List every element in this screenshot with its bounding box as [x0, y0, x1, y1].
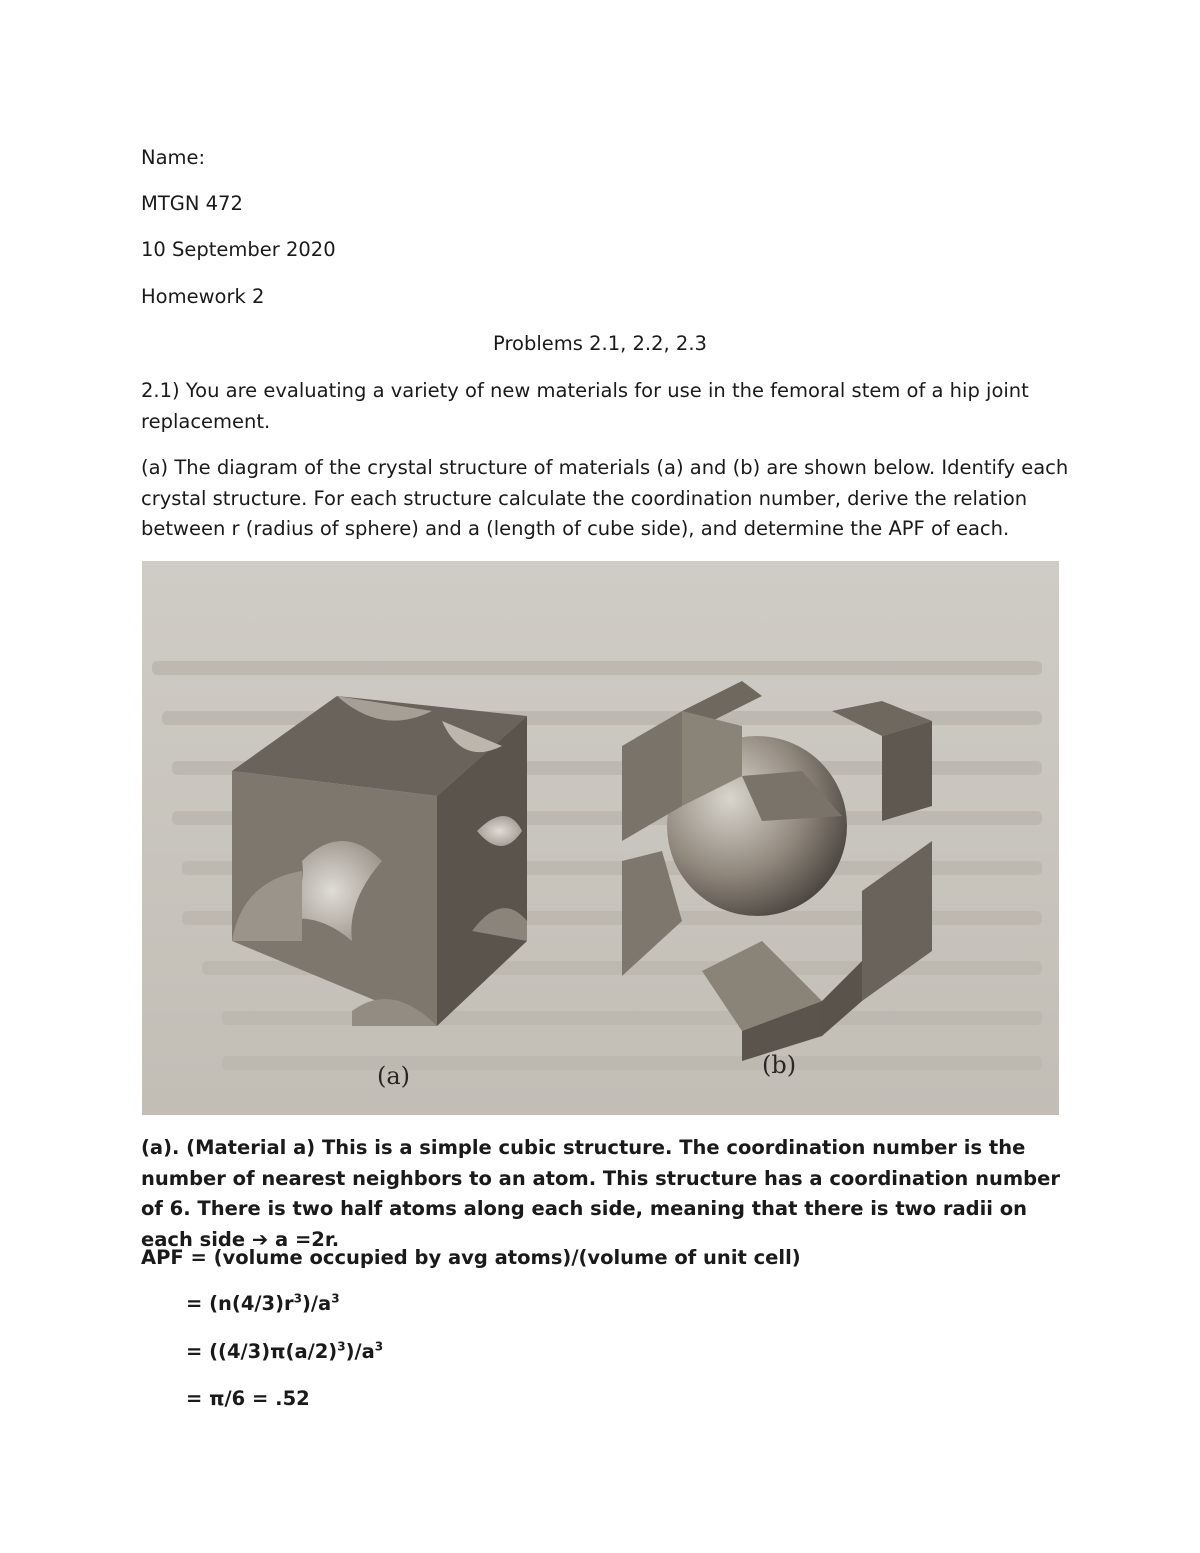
- problem-part-a: (a) The diagram of the crystal structure of materials (a) and (b) are shown below. Identify each crystal structure. For each structure calculate the coordination number, derive the relation between r (radius of sphere) and a (length of cube side), and determine the APF of each.: [141, 456, 1069, 540]
- apf-step-1-exp-1: 3: [293, 1291, 302, 1306]
- crystal-structure-photo: [142, 561, 1059, 1115]
- problem-intro: 2.1) You are evaluating a variety of new materials for use in the femoral stem of a hip joint replacement.: [141, 379, 1029, 433]
- figure-label-a: (a): [377, 1062, 411, 1090]
- apf-step-2-exp-2: 3: [374, 1339, 384, 1354]
- name-label: Name:: [141, 146, 206, 169]
- answer-a: [141, 1133, 1071, 1255]
- crystal-structure-figure: [142, 561, 1059, 1115]
- apf-step-1-exp-2: 3: [331, 1291, 340, 1306]
- figure-label-b: (b): [762, 1051, 797, 1079]
- date: 10 September 2020: [141, 238, 336, 261]
- course-code: MTGN 472: [141, 192, 243, 215]
- assignment-title: Homework 2: [141, 285, 265, 308]
- apf-step-2-exp-1: 3: [337, 1339, 346, 1354]
- apf-step-3: = π/6 = .52: [186, 1387, 310, 1410]
- implies-arrow-icon: ➔: [251, 1227, 269, 1251]
- problems-title: Problems 2.1, 2.2, 2.3: [493, 332, 707, 355]
- apf-step-1: [186, 1292, 340, 1316]
- answer-a-text: (a). (Material a) This is a simple cubic structure. The coordination number is the number of nearest neighbors to an atom. This structure has a coordination number of 6. There is two half atoms along each side, meaning that there is two radii on each side: [141, 1136, 1060, 1251]
- apf-step-1-part-a: = (n(4/3)r: [186, 1292, 294, 1315]
- apf-definition: APF = (volume occupied by avg atoms)/(volume of unit cell): [141, 1246, 801, 1269]
- answer-a-relation: a =2r.: [268, 1227, 340, 1251]
- apf-step-2: [186, 1340, 383, 1364]
- apf-step-2-part-a: = ((4/3)π(a/2): [186, 1340, 338, 1363]
- apf-step-1-part-b: )/a: [301, 1292, 332, 1315]
- apf-step-2-part-b: )/a: [345, 1340, 375, 1363]
